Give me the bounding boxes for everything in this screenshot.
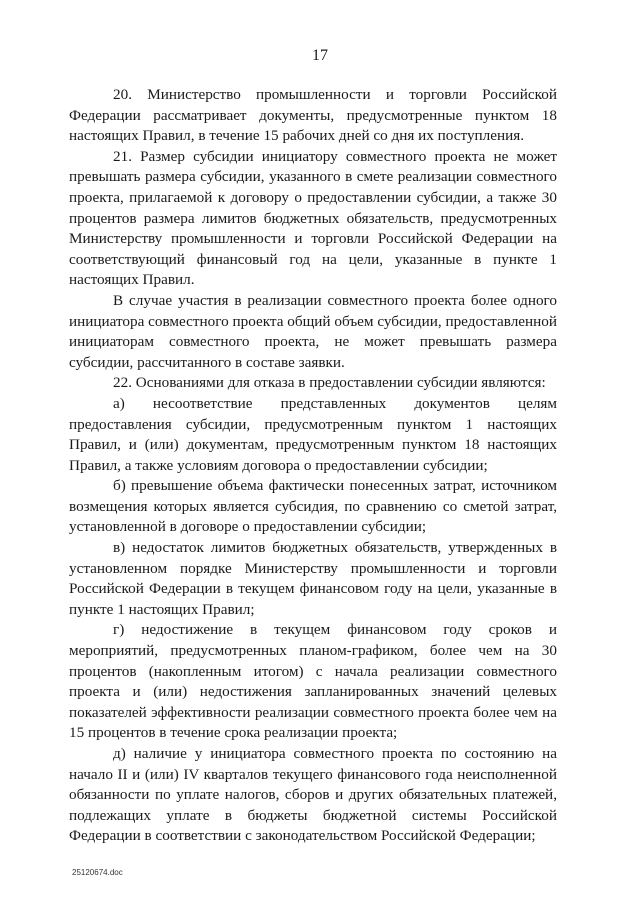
paragraph-22-v: в) недостаток лимитов бюджетных обязательств, утвержденных в установленном порядке Министерству промышленности и торговли Российской Федерации в текущем финансовом году на цели, указанные в пункте 1 настоящих Правил; (69, 539, 557, 618)
paragraph-20: 20. Министерство промышленности и торговли Российской Федерации рассматривает документы, предусмотренные пунктом 18 настоящих Правил, в течение 15 рабочих дней со дня их поступления. (69, 86, 557, 145)
paragraph-22-g: г) недостижение в текущем финансовом году сроков и мероприятий, предусмотренных планом-графиком, более чем на 30 процентов (накопленным итогом) с начала реализации совместного проекта и (или) недостижения запланированных значений целевых показателей эффективности реализации совместного проекта более чем на 15 процентов в течение срока реализации проекта; (69, 621, 557, 742)
paragraph-21-multiple-initiators: В случае участия в реализации совместного проекта более одного инициатора совместного проекта общий объем субсидии, предоставленной инициаторам совместного проекта, не может превышать размера субсидии, рассчитанного в составе заявки. (69, 291, 557, 371)
footer-filename: 25120674.doc (72, 868, 123, 877)
paragraph-21: 21. Размер субсидии инициатору совместного проекта не может превышать размера субсидии, указанного в смете реализации совместного проекта, прилагаемой к договору о предоставлении субсидии, а также 30 процентов размера лимитов бюджетных обязательств, предусмотренных Министерству промышленности и торговли Российской Федерации на соответствующий финансовый год на цели, указанные в пункте 1 настоящих Правил. (69, 147, 557, 289)
document-body (69, 85, 557, 847)
page-number: 17 (312, 47, 328, 64)
paragraph-22-b: б) превышение объема фактически понесенных затрат, источником возмещения которых является субсидия, по сравнению со сметой затрат, установленной в договоре о предоставлении субсидии; (69, 477, 557, 536)
paragraph-22-a: а) несоответствие представленных документов целям предоставления субсидии, предусмотренным пунктом 1 настоящих Правил, и (или) документам, предусмотренным пунктом 18 настоящих Правил, а также условиям договора о предоставлении субсидии; (69, 394, 557, 474)
paragraph-22-d: д) наличие у инициатора совместного проекта по состоянию на начало II и (или) IV кварталов текущего финансового года неисполненной обязанности по уплате налогов, сборов и других обязательных платежей, подлежащих уплате в бюджеты бюджетной системы Российской Федерации в соответствии с законодательством Российской Федерации; (69, 745, 557, 845)
paragraph-22: 22. Основаниями для отказа в предоставлении субсидии являются: (113, 374, 546, 392)
